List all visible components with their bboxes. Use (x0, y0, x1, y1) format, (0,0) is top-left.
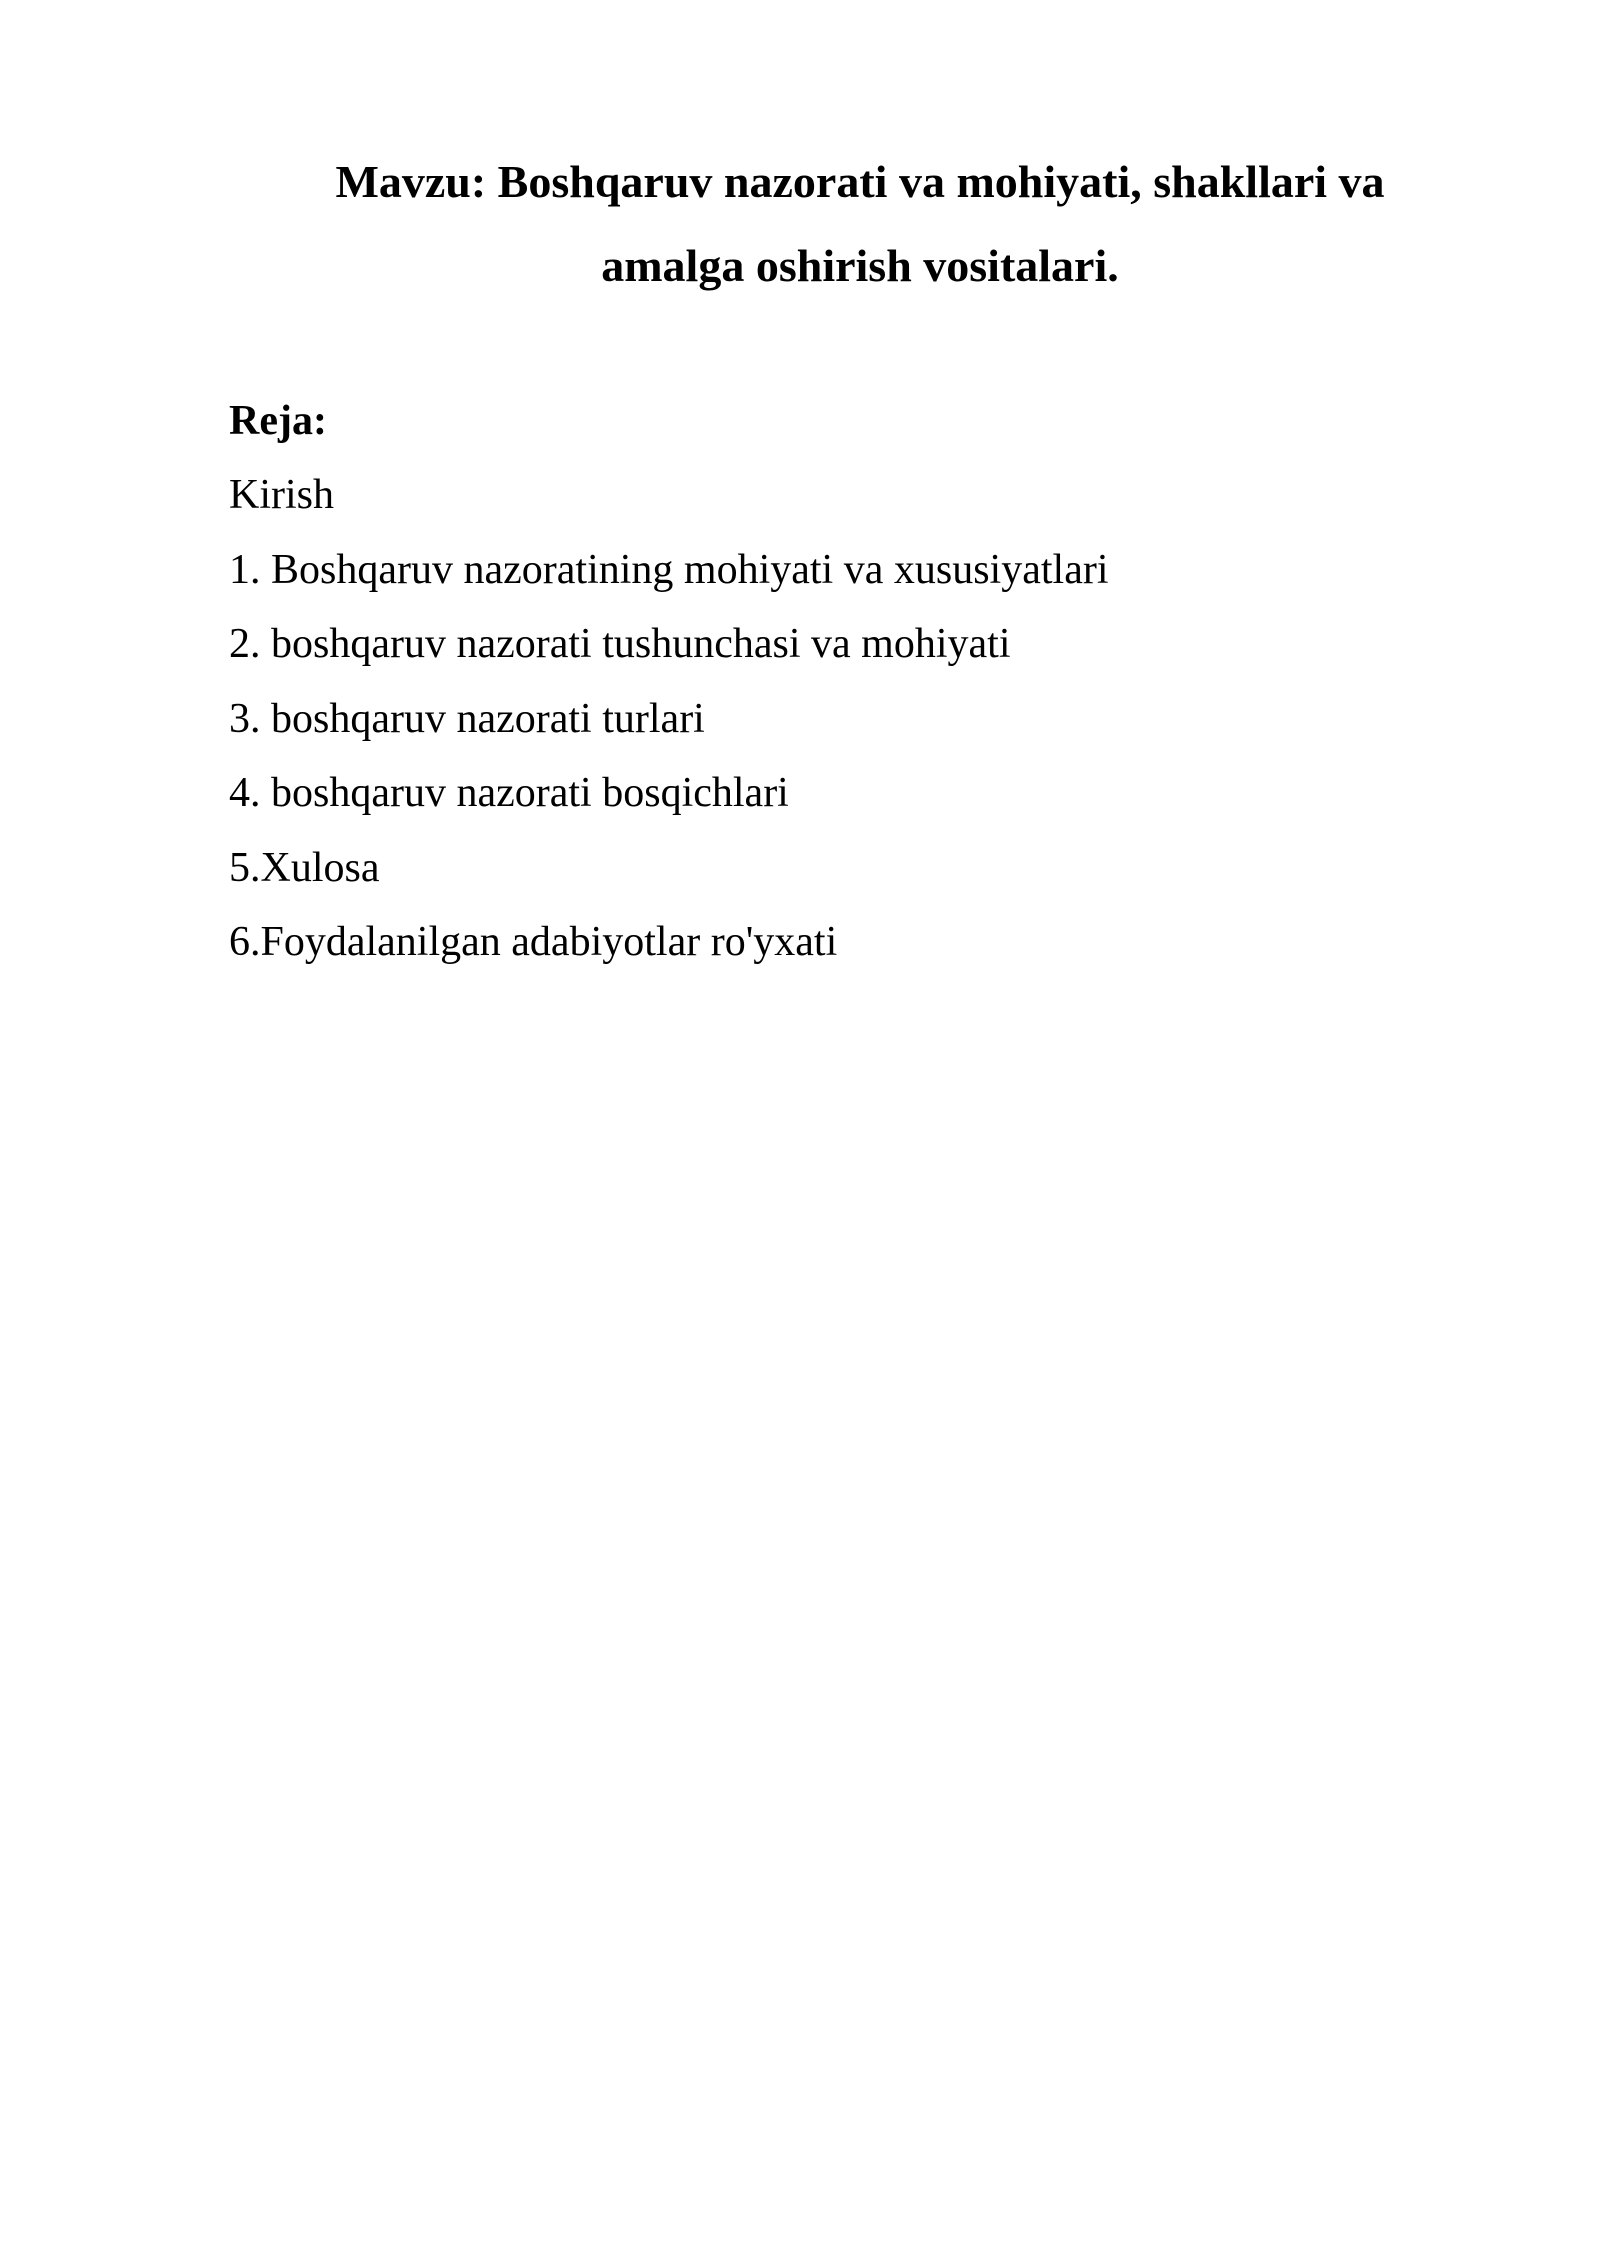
title-line-1: Mavzu: Boshqaruv nazorati va mohiyati, shakllari va (335, 156, 1385, 207)
plan-item-3: 3. boshqaruv nazorati turlari (229, 695, 705, 742)
plan-item-conclusion: 5.Xulosa (229, 844, 380, 891)
plan-item-2: 2. boshqaruv nazorati tushunchasi va mohiyati (229, 621, 1011, 667)
plan-item-introduction: Kirish (229, 472, 334, 518)
plan-heading: Reja: (229, 398, 327, 444)
title-line-2: amalga oshirish vositalari. (601, 240, 1119, 291)
plan-section (229, 384, 1429, 980)
plan-item-4: 4. boshqaruv nazorati bosqichlari (229, 770, 789, 816)
plan-item-references: 6.Foydalanilgan adabiyotlar ro'yxati (229, 919, 838, 965)
plan-item-1: 1. Boshqaruv nazoratining mohiyati va xususiyatlari (229, 546, 1109, 593)
plan-list (229, 458, 1429, 980)
document-title (230, 140, 1490, 308)
